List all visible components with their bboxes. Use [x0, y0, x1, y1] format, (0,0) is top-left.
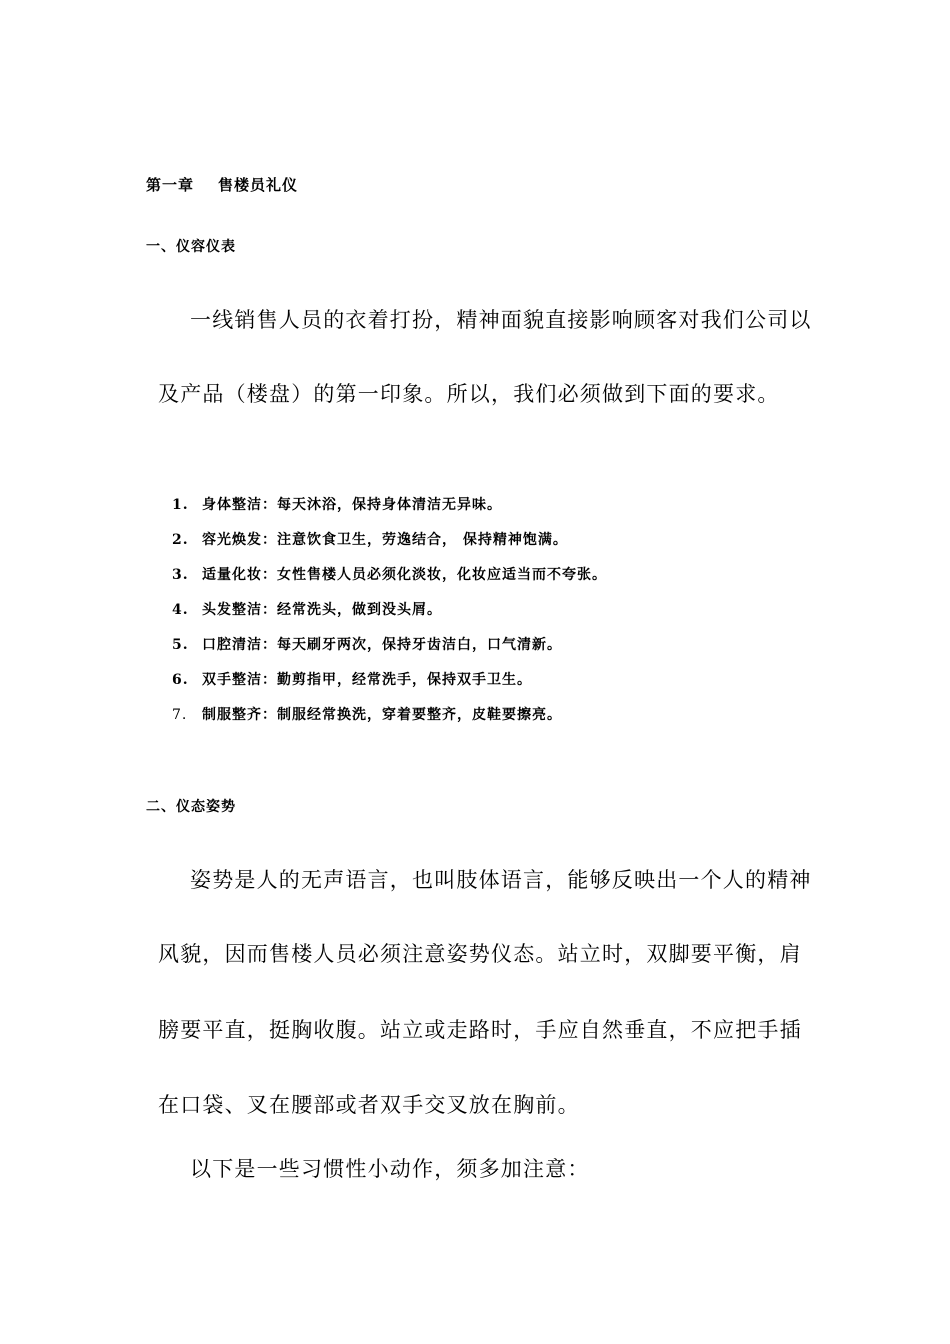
paragraph-line: 在口袋、叉在腰部或者双手交叉放在胸前。 — [158, 1093, 580, 1117]
list-number: 7. — [172, 707, 188, 723]
list-text: 头发整洁：经常洗头，做到没头屑。 — [202, 602, 442, 618]
list-item — [172, 564, 607, 584]
chapter-number: 第一章 — [146, 176, 195, 194]
list-item — [172, 494, 502, 514]
list-item — [172, 669, 532, 689]
list-number: 5. — [172, 637, 189, 653]
paragraph-line: 姿势是人的无声语言，也叫肢体语言，能够反映出一个人的精神 — [190, 868, 812, 892]
chapter-title — [146, 174, 298, 195]
list-text: 制服整齐：制服经常换洗，穿着要整齐，皮鞋要擦亮。 — [202, 707, 562, 723]
section-heading-posture: 二、仪态姿势 — [146, 799, 236, 815]
paragraph-line: 膀要平直，挺胸收腹。站立或走路时，手应自然垂直，不应把手插 — [158, 1018, 802, 1042]
paragraph-line: 及产品（楼盘）的第一印象。所以，我们必须做到下面的要求。 — [158, 382, 780, 406]
list-text: 身体整洁：每天沐浴，保持身体清洁无异味。 — [202, 497, 502, 513]
list-item — [172, 529, 568, 549]
list-item — [172, 634, 562, 654]
list-text: 口腔清洁：每天刷牙两次，保持牙齿洁白，口气清新。 — [202, 637, 562, 653]
list-number: 6. — [172, 672, 189, 688]
list-number: 3. — [172, 567, 189, 583]
list-item — [172, 704, 562, 724]
paragraph-line: 一线销售人员的衣着打扮，精神面貌直接影响顾客对我们公司以 — [190, 308, 812, 332]
note-line: 以下是一些习惯性小动作，须多加注意： — [190, 1157, 590, 1181]
list-number: 2. — [172, 532, 189, 548]
paragraph-line: 风貌，因而售楼人员必须注意姿势仪态。站立时，双脚要平衡，肩 — [158, 942, 802, 966]
section-heading-appearance: 一、仪容仪表 — [146, 239, 236, 255]
list-text: 双手整洁：勤剪指甲，经常洗手，保持双手卫生。 — [202, 672, 532, 688]
list-number: 4. — [172, 602, 189, 618]
list-number: 1. — [172, 497, 189, 513]
list-item — [172, 599, 442, 619]
list-text: 容光焕发：注意饮食卫生，劳逸结合， 保持精神饱满。 — [202, 532, 568, 548]
chapter-name: 售楼员礼仪 — [218, 176, 299, 194]
list-text: 适量化妆：女性售楼人员必须化淡妆，化妆应适当而不夸张。 — [202, 567, 607, 583]
